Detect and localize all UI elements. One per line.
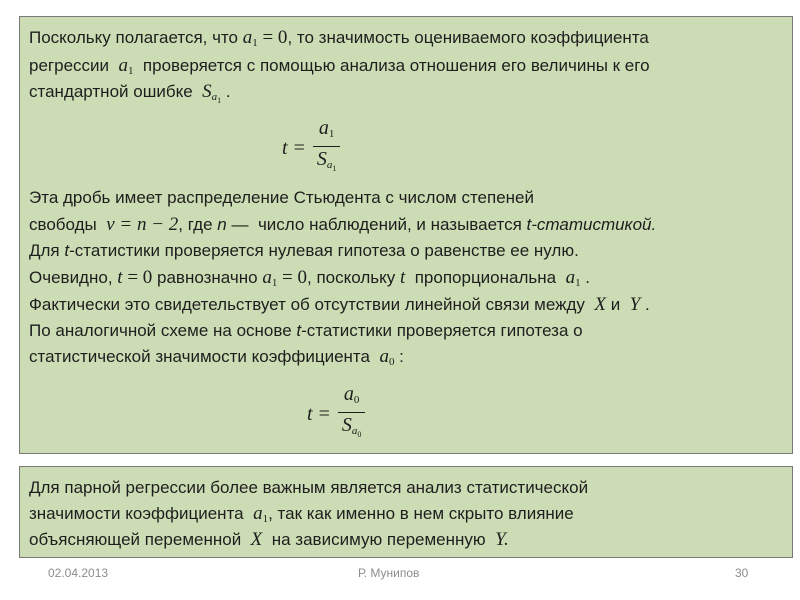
math-n: n: [217, 215, 227, 234]
text: Для: [29, 241, 60, 260]
math-a: a: [379, 346, 389, 367]
text: , то значимость оцениваемого коэффициента: [287, 28, 649, 47]
text: пропорциональна: [414, 268, 557, 287]
text-line-1: [29, 27, 649, 54]
text: .: [225, 82, 231, 101]
text: Очевидно,: [29, 268, 113, 287]
text: регрессии: [29, 56, 110, 75]
denominator: $S_{a_0}$: [341, 414, 362, 439]
math-s: S: [202, 81, 212, 102]
text: .: [644, 295, 650, 314]
math-eq: =: [318, 403, 330, 425]
text: Для парной регрессии более важным является анализ статистической: [29, 478, 589, 497]
text: -статистики проверяется гипотеза о: [301, 321, 583, 340]
main-text-box: [19, 16, 793, 454]
math-a: a: [253, 503, 263, 524]
math-eq: = 0: [262, 27, 288, 48]
fraction: [336, 383, 368, 446]
text: и: [610, 295, 621, 314]
text: свободы: [29, 215, 97, 234]
fraction: [311, 117, 343, 180]
formula-t-a0: [307, 383, 367, 446]
footer-date: 02.04.2013: [48, 566, 109, 580]
text: значимости коэффициента: [29, 504, 244, 523]
text-line-8: [29, 294, 650, 316]
conclusion-text-box: [19, 466, 793, 558]
text: , так как именно в нем скрыто влияние: [268, 504, 574, 523]
text: , поскольку: [307, 268, 396, 287]
text-line-6: [29, 240, 579, 262]
math-sub: 1: [271, 277, 278, 289]
text-line-10: [29, 346, 404, 373]
footer-page-number: 30: [735, 566, 749, 580]
math-eq: =: [293, 137, 305, 159]
math-sub: a: [211, 91, 218, 103]
math-y: Y.: [495, 529, 509, 550]
text: Фактически это свидетельствует об отсутствии линейной связи между: [29, 295, 585, 314]
footer-author: Р. Мунипов: [358, 566, 420, 580]
text: Эта дробь имеет распределение Стьюдента с числом степеней: [29, 188, 535, 207]
math-sub: 0: [388, 356, 395, 368]
math-x: X: [250, 529, 263, 550]
math-t: t: [282, 137, 288, 159]
math-sub: 1: [127, 65, 134, 77]
text: , где: [178, 215, 213, 234]
math-eq: = 0: [127, 267, 153, 288]
text: на зависимую переменную: [271, 530, 486, 549]
text: :: [399, 347, 404, 366]
formula-t-a1: [282, 117, 342, 180]
math-sub: 1: [575, 277, 581, 289]
text-line-2: [29, 55, 650, 82]
math-t: t: [296, 321, 302, 340]
text-line-3: [29, 529, 509, 551]
math-nu: ν: [106, 214, 115, 235]
text-line-2: [29, 503, 574, 530]
text: Поскольку полагается, что: [29, 28, 238, 47]
numerator: $a_1$: [313, 117, 341, 147]
text: число наблюдений, и называется: [257, 215, 522, 234]
math-a: a: [242, 27, 253, 48]
text: -статистики проверяется нулевая гипотеза о равенстве ее нулю.: [69, 241, 579, 260]
math-eq: = 0: [282, 267, 308, 288]
math-t: t: [64, 241, 70, 260]
math-t: t: [307, 403, 313, 425]
math-a: a: [118, 55, 128, 76]
denominator: $S_{a_1}$: [316, 148, 337, 173]
math-sub: 1: [252, 37, 258, 49]
math-a: a: [565, 267, 576, 288]
text-italic: t-статистикой.: [526, 215, 657, 234]
math-t: t: [117, 267, 123, 288]
text: равнозначно: [157, 268, 258, 287]
text: стандартной ошибке: [29, 82, 193, 101]
text-line-7: [29, 267, 590, 294]
math-subsub: 1: [217, 96, 222, 105]
text: .: [585, 268, 591, 287]
text-line-3: [29, 81, 231, 112]
text: проверяется с помощью анализа отношения его величины к его: [142, 56, 650, 75]
math-expr: = n − 2: [119, 214, 179, 235]
math-x: X: [594, 294, 606, 315]
text-line-9: [29, 320, 583, 342]
text: По аналогичной схеме на основе: [29, 321, 292, 340]
text-line-4: [29, 187, 534, 209]
text-line-1: [29, 477, 588, 499]
text: объясняющей переменной: [29, 530, 242, 549]
text: —: [231, 215, 249, 234]
numerator: $a_0$: [338, 383, 366, 413]
text: статистической значимости коэффициента: [29, 347, 370, 366]
math-y: Y: [629, 294, 641, 315]
math-sub: 1: [262, 513, 269, 525]
math-a: a: [262, 267, 272, 288]
math-t: t: [399, 267, 406, 288]
text-line-5: [29, 214, 656, 236]
